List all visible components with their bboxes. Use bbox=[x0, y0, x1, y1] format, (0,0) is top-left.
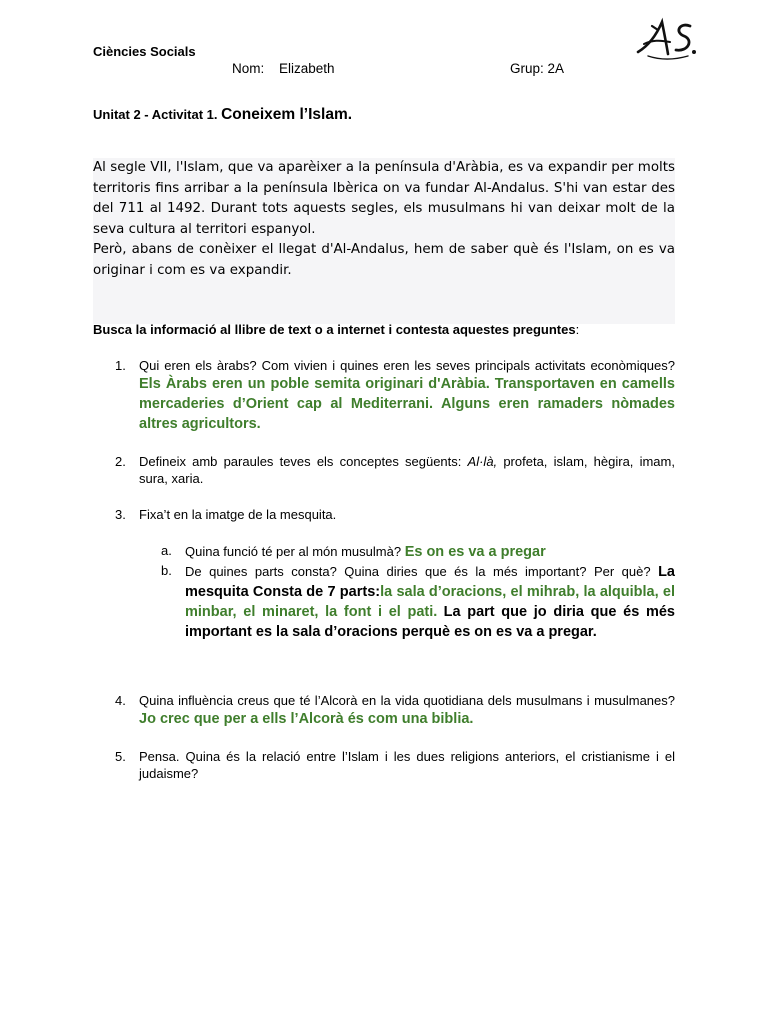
question-number: 2. bbox=[115, 454, 126, 469]
signature-logo-icon bbox=[630, 16, 702, 66]
question-text: Qui eren els àrabs? Com vivien i quines eren les seves principals activitats econòmiques? bbox=[139, 358, 675, 373]
group-label: Grup: 2A bbox=[510, 61, 565, 76]
subquestion-b bbox=[161, 562, 675, 642]
subject-title: Ciències Socials bbox=[93, 44, 196, 59]
question-text-cont: profeta, islam, hègira, imam, sura, xaria. bbox=[139, 454, 675, 486]
question-text: Fixa’t en la imatge de la mesquita. bbox=[139, 507, 337, 522]
subquestion-text: Quina funció té per al món musulmà? bbox=[185, 544, 402, 559]
activity-prefix: Unitat 2 - Activitat 1. bbox=[93, 107, 218, 122]
intro-box bbox=[93, 158, 675, 324]
subquestion-a bbox=[161, 542, 675, 562]
question-3 bbox=[115, 506, 675, 523]
activity-main-title: Coneixem l’Islam. bbox=[221, 106, 353, 123]
answer-text-black: La mesquita Consta de 7 parts: bbox=[185, 564, 675, 600]
question-italic-term: Al·là, bbox=[467, 454, 498, 469]
question-text: Quina influència creus que té l’Alcorà en la vida quotidiana dels musulmans i musulmanes? bbox=[139, 693, 675, 708]
question-2 bbox=[115, 453, 675, 487]
subquestion-letter: a. bbox=[161, 543, 172, 558]
subquestion-letter: b. bbox=[161, 563, 172, 578]
question-5 bbox=[115, 748, 675, 782]
answer-text: Els Àrabs eren un poble semita originari d'Aràbia. Transportaven en camells mercaderies d’Orient cap al Mediterrani. Alguns eren ramaders nòmades altres agricultors. bbox=[139, 376, 675, 432]
question-text: Pensa. Quina és la relació entre l’Islam i les dues religions anteriors, el cristianisme i el judaisme? bbox=[139, 749, 675, 781]
name-label: Nom: bbox=[232, 61, 265, 76]
activity-title bbox=[93, 106, 352, 124]
instruction-colon: : bbox=[575, 322, 580, 337]
question-1 bbox=[115, 357, 675, 434]
instruction bbox=[93, 322, 579, 337]
question-number: 3. bbox=[115, 507, 126, 522]
answer-text-black-2: La part que jo diria que és més important es la sala d’oracions perquè es on es va a pregar. bbox=[185, 604, 675, 640]
answer-text-green: la sala d’oracions, el mihrab, la alquibla, el minbar, el minaret, la font i el pati. bbox=[185, 584, 676, 620]
question-number: 1. bbox=[115, 358, 126, 373]
name-value: Elizabeth bbox=[279, 61, 335, 76]
intro-paragraph-1: Al segle VII, l'Islam, que va aparèixer a la península d'Aràbia, es va expandir per molts territoris fins arribar a la península Ibèrica on va fundar Al-Andalus. S'hi van estar des del 711 al 1492. Durant tots aquests segles, els musulmans hi van deixar molt de la seva cultura al territori espanyol. bbox=[93, 160, 675, 237]
answer-text: Es on es va a pregar bbox=[404, 544, 546, 560]
instruction-text: Busca la informació al llibre de text o a internet i contesta aquestes preguntes bbox=[93, 322, 576, 337]
question-text: Defineix amb paraules teves els conceptes següents: bbox=[139, 454, 462, 469]
question-4 bbox=[115, 692, 675, 729]
question-number: 5. bbox=[115, 749, 126, 764]
intro-paragraph-2: Però, abans de conèixer el llegat d'Al-Andalus, hem de saber què és l'Islam, on es va originar i com es va expandir. bbox=[93, 242, 675, 278]
subquestion-text: De quines parts consta? Quina diries que és la més important? Per què? bbox=[185, 564, 651, 579]
answer-text: Jo crec que per a ells l’Alcorà és com una biblia. bbox=[139, 711, 474, 727]
question-number: 4. bbox=[115, 693, 126, 708]
